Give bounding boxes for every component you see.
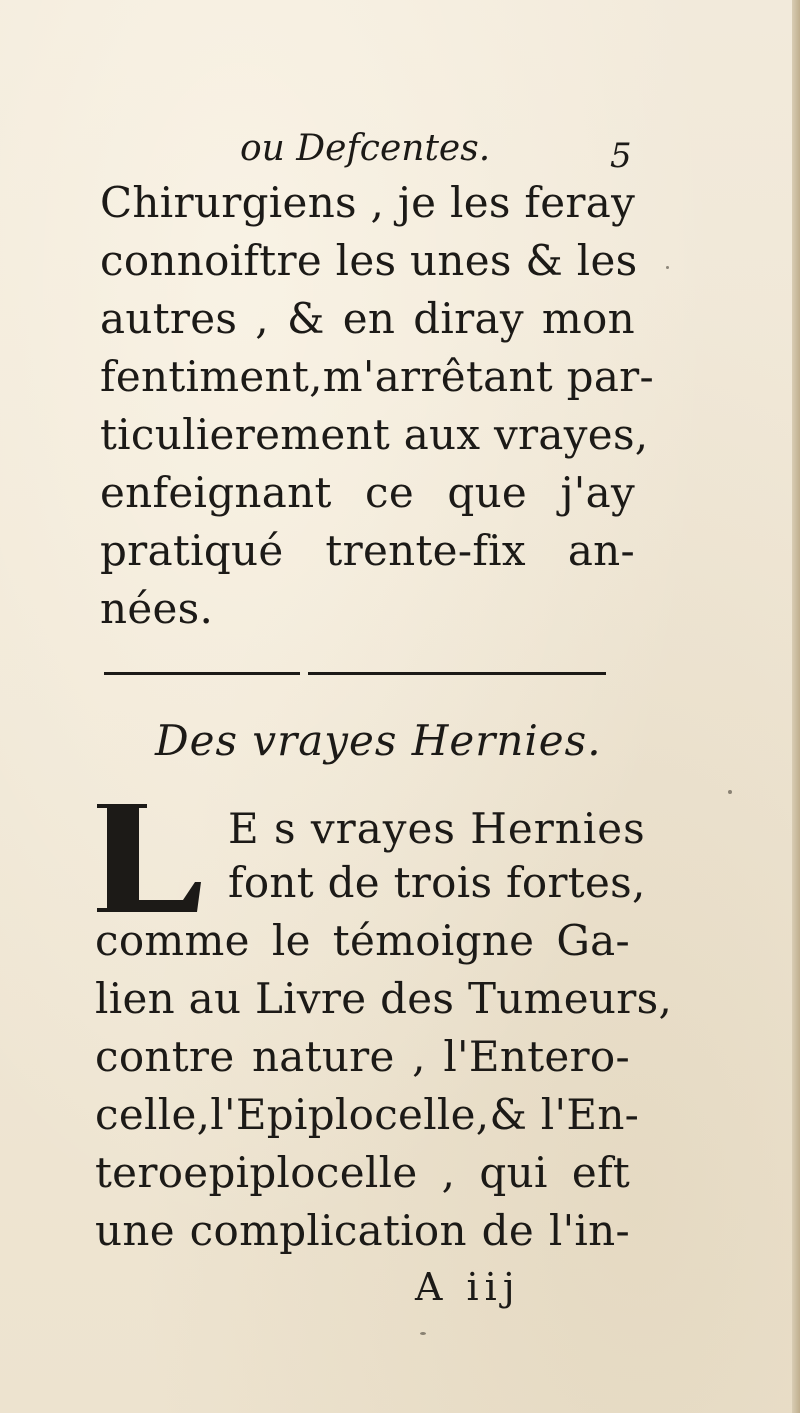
text-line: une complication de l'in- — [95, 1206, 630, 1255]
text-line: font de trois fortes, — [228, 858, 646, 907]
text-line: contre nature , l'Entero- — [95, 1032, 630, 1081]
page-number: 5 — [610, 136, 632, 176]
text-line: fentiment,m'arrêtant par- — [100, 352, 655, 401]
section-rule-left — [104, 672, 300, 675]
ink-speck — [666, 266, 669, 269]
dropcap-glyph — [95, 800, 203, 914]
dropcap-letter — [95, 800, 203, 914]
text-line: Chirurgiens , je les feray — [100, 178, 636, 227]
text-line: lien au Livre des Tumeurs, — [95, 974, 673, 1023]
dropcap-line-rest: E s vrayes Hernies — [228, 804, 646, 853]
ink-speck — [728, 790, 732, 794]
text-line: pratiqué trente-fix an- — [100, 526, 635, 575]
text-line: nées. — [100, 584, 214, 633]
page-edge — [792, 0, 800, 1413]
section-heading: Des vrayes Hernies. — [155, 716, 602, 765]
signature-mark: A iij — [415, 1265, 521, 1309]
ink-speck — [420, 1332, 426, 1335]
text-line: connoiftre les unes & les — [100, 236, 638, 285]
text-line: ticulierement aux vrayes, — [100, 410, 649, 459]
text-line: teroepiplocelle , qui eft — [95, 1148, 630, 1197]
section-rule-right — [308, 672, 606, 675]
text-line: comme le témoigne Ga- — [95, 916, 630, 965]
running-title: ou Defcentes. — [240, 128, 491, 169]
text-line: autres , & en diray mon — [100, 294, 635, 343]
text-line: enfeignant ce que j'ay — [100, 468, 635, 517]
text-line: celle,l'Epiplocelle,& l'En- — [95, 1090, 640, 1139]
